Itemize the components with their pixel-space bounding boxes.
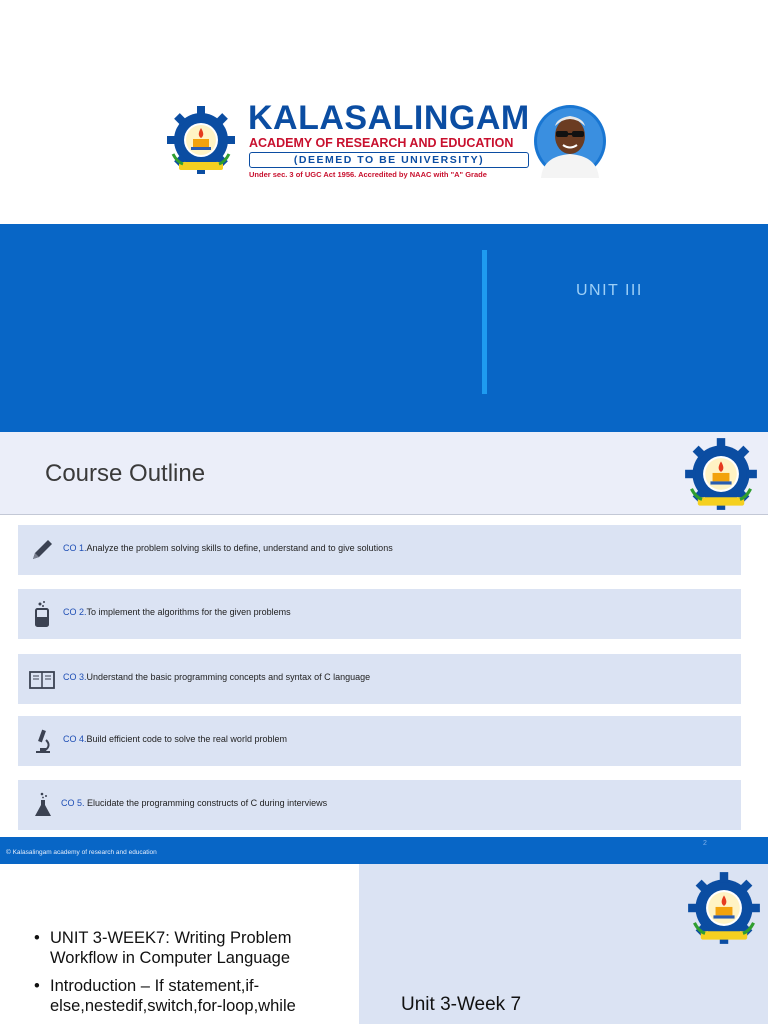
slide-title: Course Outline (45, 460, 206, 487)
outcome-number: CO 4. (63, 734, 87, 744)
outcome-text: Understand the basic programming concepts and syntax of C language (86, 672, 371, 682)
slide-footer (0, 837, 768, 864)
copyright-text: © Kalasalingam academy of research and education (6, 849, 157, 856)
week-slide (0, 864, 768, 1024)
topic-item: • UNIT 3-WEEK7: Writing Problem Workflow in Computer Language (34, 928, 334, 968)
course-outcome-5 (18, 780, 741, 830)
course-outcome-4 (18, 716, 741, 766)
week-title: Unit 3-Week 7 (401, 994, 522, 1015)
outcome-number: CO 2. (63, 607, 87, 617)
beaker-icon (28, 599, 56, 629)
course-outline-slide (0, 432, 768, 864)
topic-item: • Introduction – If statement,if-else,nestedif,switch,for-loop,while (34, 976, 334, 1016)
university-subtitle: ACADEMY OF RESEARCH AND EDUCATION (249, 136, 514, 150)
outcome-number: CO 5. (61, 798, 85, 808)
unit-label: UNIT III (576, 282, 643, 299)
university-name: KALASALINGAM (248, 99, 530, 137)
accreditation-text: Under sec. 3 of UGC Act 1956. Accredited by NAAC with "A" Grade (249, 170, 487, 179)
university-emblem-icon (686, 868, 762, 948)
microscope-icon (28, 726, 56, 756)
title-band (0, 224, 768, 432)
university-status: (DEEMED TO BE UNIVERSITY) (249, 152, 529, 168)
outcome-text: Analyze the problem solving skills to define, understand and to give solutions (86, 543, 393, 553)
university-emblem-icon (683, 435, 759, 513)
slide-header (0, 0, 768, 224)
vertical-divider (482, 250, 487, 394)
outcome-text: Elucidate the programming constructs of C during interviews (84, 798, 328, 808)
topic-list (34, 928, 334, 1024)
title-slide (0, 0, 768, 432)
flask-icon (30, 790, 58, 820)
outcome-text: Build efficient code to solve the real world problem (86, 734, 287, 744)
course-outcome-1 (18, 525, 741, 575)
university-emblem-icon (165, 104, 237, 176)
pencil-icon (28, 535, 56, 565)
course-outcome-2 (18, 589, 741, 639)
page-number: 2 (703, 840, 707, 847)
course-outcome-3 (18, 654, 741, 704)
outcome-text: To implement the algorithms for the given problems (86, 607, 291, 617)
outcome-number: CO 1. (63, 543, 87, 553)
founder-portrait (533, 104, 607, 178)
book-icon (28, 664, 56, 694)
outcome-number: CO 3. (63, 672, 87, 682)
slide-title-bar (0, 432, 768, 515)
